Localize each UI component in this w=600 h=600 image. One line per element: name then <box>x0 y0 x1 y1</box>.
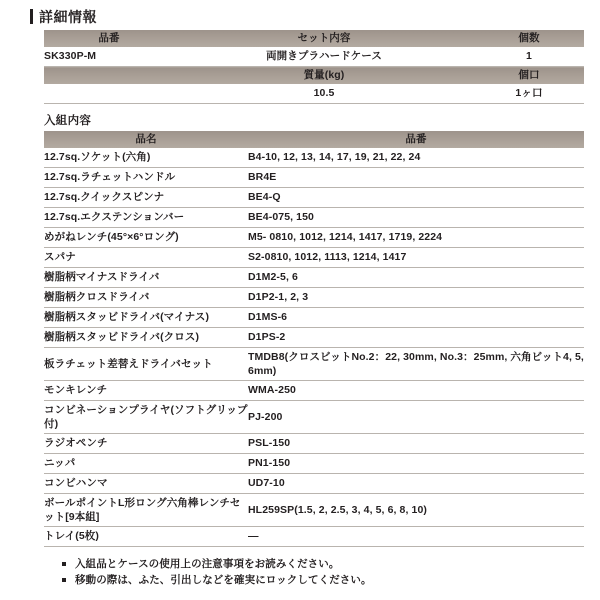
table-row <box>44 527 584 547</box>
contents-cell-code: M5- 0810, 1012, 1214, 1417, 1719, 2224 <box>248 228 584 248</box>
table-row <box>44 208 584 228</box>
page-title-label: 詳細情報 <box>39 8 97 25</box>
contents-cell-code: BR4E <box>248 168 584 188</box>
contents-cell-name: モンキレンチ <box>44 381 248 401</box>
contents-cell-code: BE4-Q <box>248 188 584 208</box>
spec-value-mass: 10.5 <box>174 84 474 104</box>
table-row <box>44 268 584 288</box>
contents-cell-code: D1MS-6 <box>248 308 584 328</box>
spec-table <box>44 30 584 104</box>
spec-subvalue-blank <box>44 84 174 104</box>
table-row <box>44 381 584 401</box>
note-item: 移動の際は、ふた、引出しなどを確実にロックしてください。 <box>62 572 600 588</box>
note-item: 入組品とケースの使用上の注意事項をお読みください。 <box>62 556 600 572</box>
contents-cell-name: ニッパ <box>44 454 248 474</box>
contents-heading: 入組内容 <box>44 115 92 127</box>
contents-table-body <box>44 131 584 547</box>
spec-value-part-no: SK330P-M <box>44 47 174 67</box>
page-title <box>30 9 600 24</box>
contents-cell-name: 樹脂柄スタッビドライバ(クロス) <box>44 328 248 348</box>
contents-cell-name: 12.7sq.エクステンションバー <box>44 208 248 228</box>
contents-cell-code: TMDB8(クロスビットNo.2：22, 30mm, No.3：25mm, 六角ビット4, 5, 6mm) <box>248 348 584 381</box>
spec-header-part-no: 品番 <box>44 30 174 47</box>
title-accent-bar <box>30 9 33 24</box>
contents-cell-name: 板ラチェット差替えドライバセット <box>44 348 248 381</box>
contents-cell-code: BE4-075, 150 <box>248 208 584 228</box>
table-row <box>44 188 584 208</box>
spec-value-quantity: 1 <box>474 47 584 67</box>
notes-list <box>62 556 600 588</box>
contents-cell-name: コンビハンマ <box>44 474 248 494</box>
contents-cell-code: UD7-10 <box>248 474 584 494</box>
contents-cell-code: D1P2-1, 2, 3 <box>248 288 584 308</box>
contents-cell-name: 12.7sq.ラチェットハンドル <box>44 168 248 188</box>
table-row <box>44 401 584 434</box>
contents-cell-name: トレイ(5枚) <box>44 527 248 547</box>
contents-cell-code: PJ-200 <box>248 401 584 434</box>
contents-cell-code: B4-10, 12, 13, 14, 17, 19, 21, 22, 24 <box>248 148 584 168</box>
table-row <box>44 328 584 348</box>
contents-cell-name: 12.7sq.ソケット(六角) <box>44 148 248 168</box>
table-row <box>44 228 584 248</box>
contents-cell-name: 樹脂柄マイナスドライバ <box>44 268 248 288</box>
table-row <box>44 168 584 188</box>
table-row <box>44 248 584 268</box>
table-row <box>44 494 584 527</box>
spec-header-quantity: 個数 <box>474 30 584 47</box>
contents-cell-name: めがねレンチ(45°×6°ロング) <box>44 228 248 248</box>
contents-cell-name: コンビネーションプライヤ(ソフトグリップ付) <box>44 401 248 434</box>
contents-cell-code: PN1-150 <box>248 454 584 474</box>
contents-header-code: 品番 <box>248 131 584 148</box>
contents-table <box>44 131 584 547</box>
spec-value-packages: 1ヶ口 <box>474 84 584 104</box>
contents-cell-code: WMA-250 <box>248 381 584 401</box>
spec-value-set-contents: 両開きプラハードケース <box>174 47 474 67</box>
contents-cell-name: 樹脂柄クロスドライバ <box>44 288 248 308</box>
contents-cell-code: S2-0810, 1012, 1113, 1214, 1417 <box>248 248 584 268</box>
table-row <box>44 434 584 454</box>
spec-subdata-row <box>44 84 584 104</box>
table-row <box>44 288 584 308</box>
spec-subheader-row <box>44 67 584 85</box>
spec-header-row <box>44 30 584 47</box>
table-row <box>44 148 584 168</box>
table-row <box>44 454 584 474</box>
contents-cell-code: HL259SP(1.5, 2, 2.5, 3, 4, 5, 6, 8, 10) <box>248 494 584 527</box>
contents-header-name: 品名 <box>44 131 248 148</box>
contents-header-row <box>44 131 584 148</box>
contents-cell-code: D1M2-5, 6 <box>248 268 584 288</box>
table-row <box>44 348 584 381</box>
table-row <box>44 474 584 494</box>
contents-cell-name: ラジオペンチ <box>44 434 248 454</box>
spec-subheader-mass: 質量(kg) <box>174 67 474 85</box>
contents-cell-name: スパナ <box>44 248 248 268</box>
contents-cell-name: 12.7sq.クイックスピンナ <box>44 188 248 208</box>
spec-subheader-packages: 個口 <box>474 67 584 85</box>
spec-header-set-contents: セット内容 <box>174 30 474 47</box>
table-row <box>44 308 584 328</box>
spec-data-row <box>44 47 584 67</box>
contents-cell-name: 樹脂柄スタッビドライバ(マイナス) <box>44 308 248 328</box>
contents-cell-code: PSL-150 <box>248 434 584 454</box>
contents-cell-code: D1PS-2 <box>248 328 584 348</box>
spec-subheader-blank <box>44 67 174 85</box>
contents-cell-code: — <box>248 527 584 547</box>
contents-cell-name: ボールポイントL形ロング六角棒レンチセット[9本組] <box>44 494 248 527</box>
